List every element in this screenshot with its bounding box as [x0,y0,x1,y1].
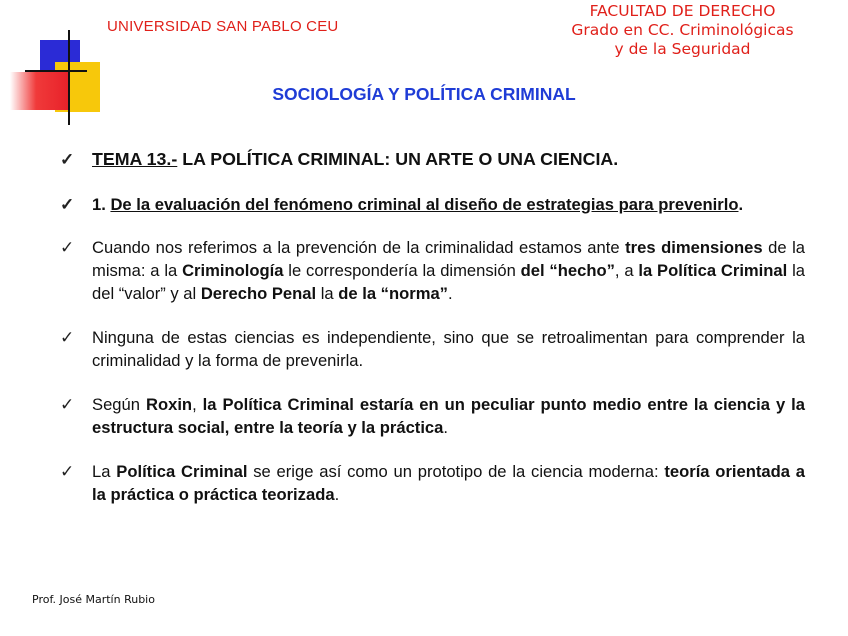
text-run-bold: del “hecho” [520,261,615,280]
text-run: , [192,395,203,414]
text-run: La [92,462,117,481]
list-item-roxin [60,393,805,439]
check-icon: ✓ [60,395,75,414]
check-icon: ✓ [60,238,75,257]
text-run-bold: de la “norma” [338,284,448,303]
text-run-bold: tres dimensiones [625,238,763,257]
list-item-prototype [60,460,805,506]
text-run-bold: Roxin [145,395,193,414]
degree-line: Grado en CC. Criminológicas [571,21,794,39]
text-run: Ninguna de estas ciencias es independiente, sino que se retroalimentan para comprender la criminalidad y la forma de prevenirla. [92,328,805,370]
list-item-dimensions [60,236,805,305]
text-run-bold: Política Criminal [116,462,248,481]
section-end: . [738,195,744,214]
text-run-bold: Criminología [182,261,284,280]
text-run-bold: Derecho Penal [200,284,317,303]
check-icon: ✓ [60,195,75,214]
text-run: Cuando nos referimos a la prevención de la criminalidad estamos ante [92,238,626,257]
section-number: 1. [92,195,111,214]
logo-vertical-line [68,30,70,125]
text-run: , a [614,261,639,280]
section-heading [60,193,805,216]
text-run: la [316,284,339,303]
text-run: . [447,284,453,303]
topic-heading [60,148,805,171]
text-run: . [334,485,340,504]
section-title: De la evaluación del fenómeno criminal al diseño de estrategias para prevenirlo [110,195,739,214]
text-run-bold: la Política Criminal [638,261,788,280]
degree-line-2: y de la Seguridad [614,40,751,58]
check-icon: ✓ [60,150,75,169]
bullet-list [60,148,805,506]
author-footer: Prof. José Martín Rubio [32,593,155,606]
faculty-line: FACULTAD DE DERECHO [589,2,776,20]
check-icon: ✓ [60,462,75,481]
text-run: . [443,418,449,437]
course-title [0,84,848,105]
logo-horizontal-line [25,70,87,72]
text-run: se erige así como un prototipo de la ciencia moderna: [247,462,665,481]
list-item-independence [60,326,805,372]
university-name: UNIVERSIDAD SAN PABLO CEU [107,18,339,35]
text-run-bold: teoría orientada a la práctica o práctica teorizada [92,462,806,504]
topic-label: TEMA 13.- [92,149,178,169]
text-run: de la misma: a la [92,238,805,280]
course-title-text: SOCIOLOGÍA Y POLÍTICA CRIMINAL [272,84,576,104]
faculty-heading [560,2,805,59]
check-icon: ✓ [60,328,75,347]
text-run: la del “valor” y al [92,261,806,303]
text-run: le correspondería la dimensión [283,261,521,280]
text-run: Según [92,395,146,414]
topic-text: LA POLÍTICA CRIMINAL: UN ARTE O UNA CIENCIA. [177,149,619,169]
university-logo [0,0,100,130]
text-run-bold: la Política Criminal estaría en un peculiar punto medio entre la ciencia y la estructura social, entre la teoría y la práctica [92,395,806,437]
